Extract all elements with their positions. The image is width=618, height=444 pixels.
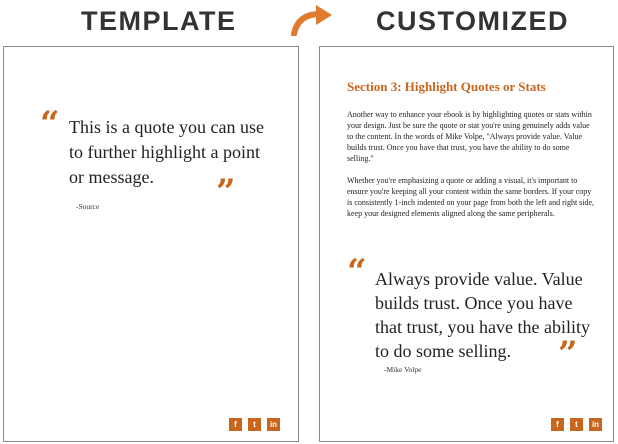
customized-quote: Always provide value. Value builds trust. Once you have that trust, you have the ability to do some selling. — [375, 269, 590, 361]
social-icons — [551, 418, 602, 431]
quote-source: -Mike Volpe — [384, 365, 422, 374]
facebook-icon[interactable]: f — [229, 418, 242, 431]
twitter-icon[interactable]: t — [570, 418, 583, 431]
customized-page — [319, 46, 614, 442]
template-quote: This is a quote you can use to further highlight a point or message. — [69, 117, 264, 187]
close-quote-mark: ” — [216, 172, 236, 212]
curved-arrow-icon — [290, 4, 334, 36]
customized-heading: CUSTOMIZED — [376, 6, 570, 36]
open-quote-mark: “ — [40, 104, 60, 144]
body-paragraph-2: Whether you're emphasizing a quote or adding a visual, it's important to ensure you're keeping all your content within the same borders. If your copy is consistently 1-inch indented on your page from both the left and right side, keep your designed elements aligned along the same peripherals. — [347, 176, 595, 218]
twitter-icon[interactable]: t — [248, 418, 261, 431]
template-heading: TEMPLATE — [81, 6, 237, 36]
social-icons — [229, 418, 280, 431]
close-quote-mark: ” — [558, 334, 578, 374]
section-title: Section 3: Highlight Quotes or Stats — [347, 79, 546, 94]
template-page — [3, 46, 299, 442]
linkedin-icon[interactable]: in — [267, 418, 280, 431]
facebook-icon[interactable]: f — [551, 418, 564, 431]
quote-source: -Source — [76, 202, 100, 211]
linkedin-icon[interactable]: in — [589, 418, 602, 431]
open-quote-mark: “ — [347, 252, 367, 292]
body-paragraph-1: Another way to enhance your ebook is by highlighting quotes or stats within your design. Just be sure the quote or stat you're using genuinely adds value to the content. In the words of Mike Volpe, "Always provide value. Value builds trust. Once you have that trust, you have the ability to do some selling." — [347, 110, 592, 163]
